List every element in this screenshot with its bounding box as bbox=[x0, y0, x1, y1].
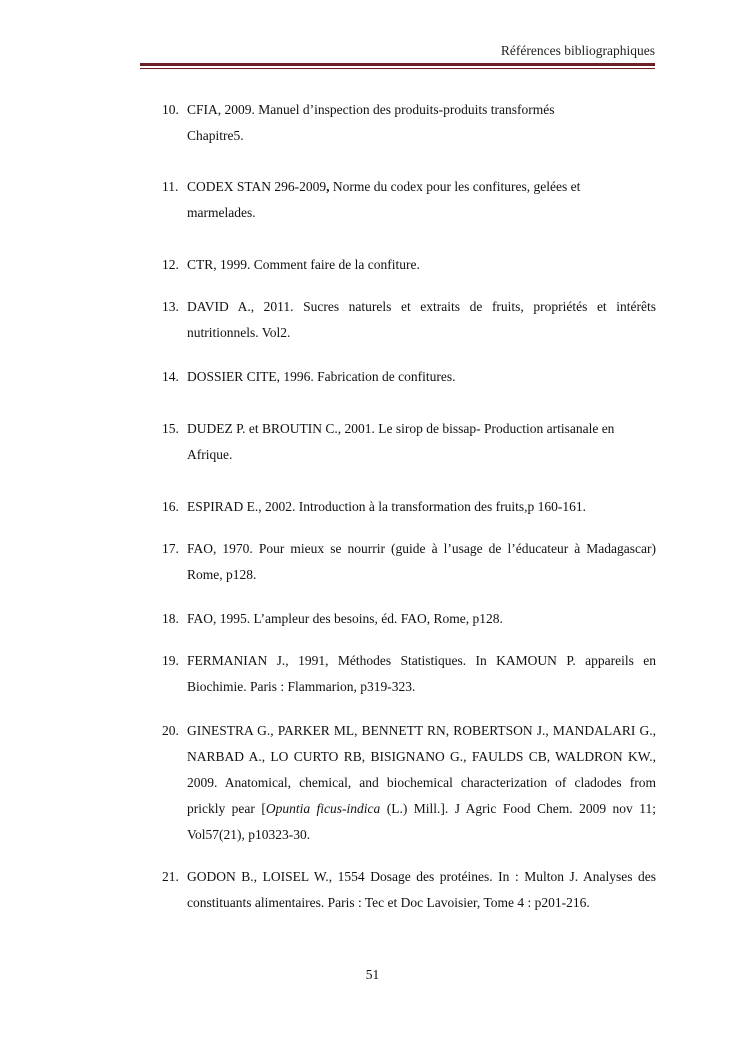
reference-number: 21. bbox=[162, 869, 179, 884]
reference-text: CFIA, 2009. Manuel d’inspection des produits-produits transformés Chapitre5. bbox=[187, 102, 555, 143]
reference-item bbox=[162, 536, 656, 588]
reference-item bbox=[162, 864, 656, 916]
reference-item bbox=[162, 364, 656, 390]
reference-text: CTR, 1999. Comment faire de la confiture. bbox=[187, 257, 420, 272]
reference-number: 10. bbox=[162, 102, 179, 117]
reference-text bbox=[187, 718, 656, 848]
reference-number: 18. bbox=[162, 611, 179, 626]
reference-number: 15. bbox=[162, 421, 179, 436]
reference-text-part: (L.) Mill.]. J Agric Food Chem. 2009 nov 11; Vol57(21), p10323-30. bbox=[187, 801, 656, 842]
header-title: Références bibliographiques bbox=[500, 43, 655, 58]
species-name: Opuntia ficus-indica bbox=[265, 801, 381, 816]
reference-number: 19. bbox=[162, 653, 179, 668]
reference-text-bold: , bbox=[326, 179, 330, 194]
reference-item bbox=[162, 294, 656, 346]
reference-text: FERMANIAN J., 1991, Méthodes Statistiques. In KAMOUN P. appareils en Biochimie. Paris : Flammarion, p319-323. bbox=[187, 653, 656, 694]
reference-item bbox=[162, 252, 656, 278]
reference-item bbox=[162, 648, 656, 700]
reference-text-part: GINESTRA G., PARKER ML, BENNETT RN, ROBERTSON J., MANDALARI G., NARBAD A., LO CURTO RB, BISIGNANO G., FAULDS CB, WALDRON KW., 2009. Anatomical, chemical, and biochemical characterization of cladodes from prickly pear [ bbox=[187, 723, 656, 816]
reference-text: FAO, 1970. Pour mieux se nourrir (guide à l’usage de l’éducateur à Madagascar) Rome, p128. bbox=[187, 541, 656, 582]
reference-text: DAVID A., 2011. Sucres naturels et extraits de fruits, propriétés et intérêts nutritionnels. Vol2. bbox=[187, 299, 656, 340]
reference-text: ESPIRAD E., 2002. Introduction à la transformation des fruits,p 160-161. bbox=[187, 499, 586, 514]
reference-number: 20. bbox=[162, 723, 179, 738]
reference-number: 12. bbox=[162, 257, 179, 272]
reference-number: 17. bbox=[162, 541, 179, 556]
reference-item bbox=[162, 606, 656, 632]
reference-text: DOSSIER CITE, 1996. Fabrication de confitures. bbox=[187, 369, 456, 384]
reference-text-part: CODEX STAN 296-2009 bbox=[187, 179, 327, 194]
reference-item bbox=[162, 97, 656, 149]
reference-item bbox=[162, 416, 656, 468]
reference-text: FAO, 1995. L’ampleur des besoins, éd. FAO, Rome, p128. bbox=[187, 611, 503, 626]
reference-number: 11. bbox=[162, 179, 179, 194]
reference-item bbox=[162, 174, 656, 226]
reference-text-part: Norme du codex pour les confitures, gelées et marmelades. bbox=[187, 179, 581, 220]
reference-number: 16. bbox=[162, 499, 179, 514]
reference-text: DUDEZ P. et BROUTIN C., 2001. Le sirop de bissap- Production artisanale en Afrique. bbox=[187, 421, 615, 462]
reference-text: GODON B., LOISEL W., 1554 Dosage des protéines. In : Multon J. Analyses des constituants alimentaires. Paris : Tec et Doc Lavoisier, Tome 4 : p201-216. bbox=[187, 869, 656, 910]
page-number: 51 bbox=[365, 967, 380, 982]
reference-text bbox=[187, 174, 637, 226]
header-rule-thick bbox=[140, 63, 655, 66]
reference-item bbox=[162, 494, 656, 520]
reference-number: 14. bbox=[162, 369, 179, 384]
reference-number: 13. bbox=[162, 299, 179, 314]
reference-item bbox=[162, 718, 656, 848]
header-rule-thin bbox=[140, 68, 655, 69]
